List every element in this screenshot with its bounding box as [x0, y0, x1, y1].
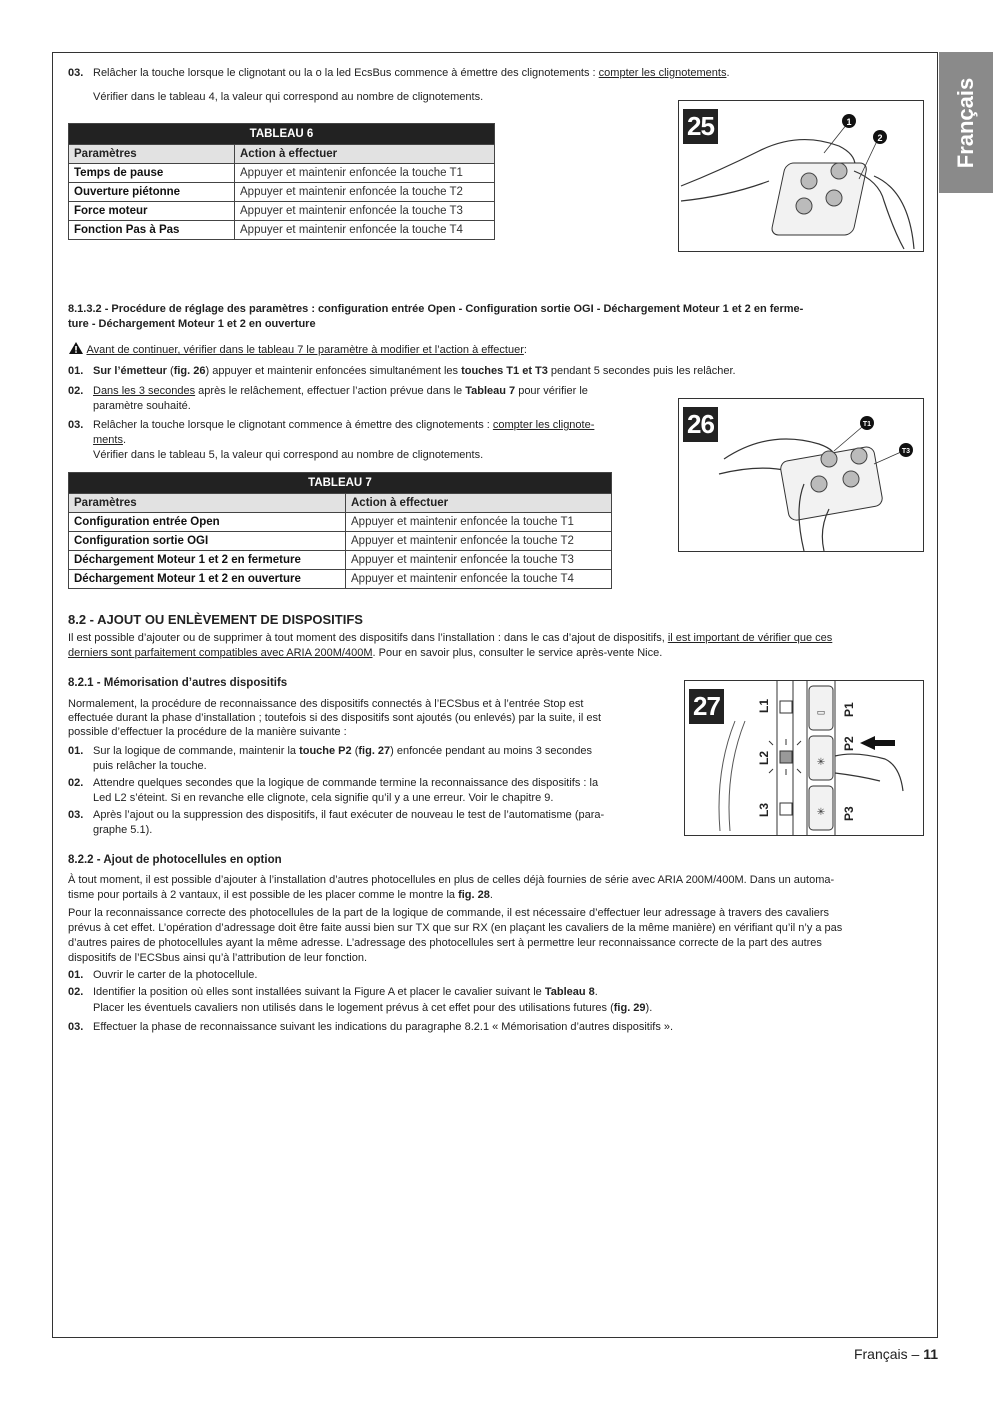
step-text: ). — [645, 1002, 653, 1014]
para-text: . — [489, 889, 493, 901]
table-row — [69, 183, 495, 202]
section-82-p1-l2 — [68, 646, 924, 661]
table-cell: Appuyer et maintenir enfoncée la touche T3 — [346, 551, 612, 570]
page-footer — [854, 1346, 938, 1362]
remote-icon: ▭ — [816, 707, 826, 717]
step-03-line3: Vérifier dans le tableau 5, la valeur qui correspond au nombre de clignotements. — [93, 449, 484, 461]
step-number: 01. — [68, 365, 84, 377]
step-bold: Sur l’émetteur — [93, 365, 167, 377]
step-underlined: compter les clignote- — [492, 419, 595, 431]
step-text: Après l’ajout ou la suppression des dispositifs, il faut exécuter de nouveau le test de l’automatisme (para- — [93, 809, 605, 821]
table-row — [69, 532, 612, 551]
table-ref: Tableau 7 — [465, 385, 516, 397]
label-p1: P1 — [842, 702, 856, 717]
para-text: Il est possible d’ajouter ou de supprimer à tout moment des dispositifs dans l’installation : dans le cas d’ajout de dispositifs, — [68, 632, 668, 644]
step-01-821 — [68, 744, 668, 759]
table-cell: Force moteur — [69, 202, 235, 221]
table-cell: Déchargement Moteur 1 et 2 en fermeture — [69, 551, 346, 570]
step-text: ) enfoncée pendant au moins 3 secondes — [390, 745, 592, 757]
sun-icon-2: ✳ — [816, 807, 826, 818]
page-number: 11 — [923, 1346, 938, 1362]
step-text: Sur la logique de commande, maintenir la — [93, 745, 300, 757]
figure-number: 25 — [683, 109, 718, 144]
table-7 — [68, 472, 612, 589]
footer-text: Français – — [853, 1346, 924, 1362]
step-number: 02. — [68, 986, 84, 998]
step-line: Led L2 s’éteint. Si en revanche elle clignote, cela signifie qu’il y a une erreur. Voir le chapitre 9. — [93, 792, 554, 804]
table-cell: Appuyer et maintenir enfoncée la touche T4 — [235, 221, 495, 240]
control-board-illustration — [685, 681, 923, 835]
section-8132-title-l1: 8.1.3.2 - Procédure de réglage des paramètres : configuration entrée Open - Configuration sortie OGI - Déchargement Moteur 1 et 2 en ferme- — [68, 303, 804, 315]
step-03-top — [68, 66, 924, 81]
figure-25 — [678, 100, 924, 252]
remote-press-illustration — [679, 399, 923, 551]
para-line: Pour la reconnaissance correcte des photocellules de la part de la logique de commande, il est nécessaire d’effectuer leur adressage à travers des cavaliers — [68, 907, 830, 919]
step-02-line2: paramètre souhaité. — [93, 400, 191, 412]
fig-ref: fig. 28 — [458, 889, 490, 901]
step-bold: touche P2 — [299, 745, 352, 757]
table-cell: Déchargement Moteur 1 et 2 en ouverture — [69, 570, 346, 589]
table-title: TABLEAU 6 — [69, 124, 495, 145]
step-text: pendant 5 secondes puis les relâcher. — [547, 365, 736, 377]
step-text-end: . — [122, 434, 127, 446]
step-02 — [68, 384, 668, 399]
step-text: Identifier la position où elles sont installées suivant la Figure A et placer le cavalier suivant le — [93, 986, 545, 998]
step-bold: touches T1 et T3 — [461, 365, 548, 377]
para-underlined: il est important de vérifier que ces — [667, 632, 833, 644]
table-row — [69, 551, 612, 570]
step-03-821 — [68, 808, 668, 823]
step-line: graphe 5.1). — [93, 824, 153, 836]
step-03 — [68, 418, 668, 433]
callout-1: 1 — [846, 117, 852, 127]
para-line: À tout moment, il est possible d’ajouter à l’installation d’autres photocellules en plus de celles déjà fournies de série avec ARIA 200M/400M. Dans un automa- — [68, 874, 835, 886]
step-02-822-line2 — [68, 1001, 949, 1016]
sun-icon: ✳ — [816, 757, 826, 768]
language-tab — [939, 52, 993, 193]
callout-t3: T3 — [901, 448, 911, 455]
step-line: puis relâcher la touche. — [93, 760, 207, 772]
step-text: Relâcher la touche lorsque le clignotant ou la o la led EcsBus commence à émettre des clignotements : — [93, 67, 599, 79]
table-row — [69, 164, 495, 183]
step-number: 03. — [68, 809, 84, 821]
step-03-822 — [68, 1020, 924, 1035]
step-text-end: . — [726, 67, 730, 79]
table-header: Paramètres — [69, 494, 346, 513]
table-cell: Appuyer et maintenir enfoncée la touche T2 — [346, 532, 612, 551]
table-header: Action à effectuer — [235, 145, 495, 164]
step-text: ( — [351, 745, 359, 757]
figure-number: 26 — [683, 407, 718, 442]
para-line: possible d’effectuer la procédure de la manière suivante : — [68, 726, 347, 738]
table-cell: Configuration sortie OGI — [69, 532, 346, 551]
step-text: Effectuer la phase de reconnaissance suivant les indications du paragraphe 8.2.1 « Mémorisation d’autres dispositifs ». — [93, 1021, 674, 1033]
table-cell: Fonction Pas à Pas — [69, 221, 235, 240]
table-cell: Appuyer et maintenir enfoncée la touche T4 — [346, 570, 612, 589]
section-82-p1-l1 — [68, 631, 924, 646]
table-row — [69, 202, 495, 221]
table-ref: Tableau 8 — [544, 986, 595, 998]
label-l1: L1 — [757, 698, 771, 713]
remote-hands-illustration — [679, 101, 923, 251]
step-02-822 — [68, 985, 924, 1000]
table-cell: Temps de pause — [69, 164, 235, 183]
step-02-821 — [68, 776, 668, 791]
step-text: ( — [166, 365, 174, 377]
section-82-title: 8.2 - AJOUT OU ENLÈVEMENT DE DISPOSITIFS — [68, 612, 363, 627]
callout-t1: T1 — [862, 421, 872, 428]
step-text: . — [594, 986, 598, 998]
section-822-title: 8.2.2 - Ajout de photocellules en option — [68, 854, 282, 866]
step-01-822 — [68, 968, 924, 983]
table-cell: Appuyer et maintenir enfoncée la touche T1 — [346, 513, 612, 532]
step-03-line2 — [68, 433, 668, 448]
step-text: pour vérifier le — [515, 385, 588, 397]
table-row — [69, 513, 612, 532]
table-row — [69, 221, 495, 240]
step-text: après le relâchement, effectuer l’action prévue dans le — [195, 385, 466, 397]
section-821-title: 8.2.1 - Mémorisation d’autres dispositifs — [68, 677, 288, 689]
para-line: Normalement, la procédure de reconnaissance des dispositifs connectés à l’ECSbus et à l’entrée Stop est — [68, 698, 584, 710]
step-number: 01. — [68, 745, 84, 757]
label-l3: L3 — [757, 802, 771, 817]
para-line: effectuée durant la phase d’installation ; toutefois si des dispositifs sont ajoutés (ou enlevés) par la suite, il est — [68, 712, 601, 724]
step-text: Placer les éventuels cavaliers non utilisés dans le logement prévus à cet effet pour des utilisations futures ( — [93, 1002, 614, 1014]
figure-26 — [678, 398, 924, 552]
step-number: 02. — [68, 777, 84, 789]
step-number: 01. — [68, 969, 84, 981]
table-6 — [68, 123, 495, 240]
table-title: TABLEAU 7 — [69, 473, 612, 494]
step-text: Ouvrir le carter de la photocellule. — [93, 969, 258, 981]
step-number: 03. — [68, 1021, 84, 1033]
para-text: tisme pour portails à 2 vantaux, il est possible de les placer comme le montre la — [68, 889, 459, 901]
step-text: Relâcher la touche lorsque le clignotant commence à émettre des clignotements : — [93, 419, 493, 431]
figure-27 — [684, 680, 924, 836]
label-l2: L2 — [757, 750, 771, 765]
step-03-top-line2: Vérifier dans le tableau 4, la valeur qui correspond au nombre de clignotements. — [93, 91, 484, 103]
step-number: 02. — [68, 385, 84, 397]
warning-text-end: : — [523, 344, 527, 356]
table-cell: Appuyer et maintenir enfoncée la touche T2 — [235, 183, 495, 202]
para-text: . Pour en savoir plus, consulter le service après-vente Nice. — [372, 647, 663, 659]
para-line: d’autres paires de photocellules ayant la même adresse. L’adressage des photocellules sert à permettre leur reconnaissance correcte de la part des autres — [68, 937, 822, 949]
step-text: ) appuyer et maintenir enfoncées simultanément les — [205, 365, 462, 377]
para-line: prévus à cet effet. L’opération d’adressage doit être faite aussi bien sur TX que sur RX (en plaçant les cavaliers de la même manière) en vérifiant qu’il n’y a pas — [68, 922, 843, 934]
para-line — [68, 888, 924, 903]
table-row — [69, 570, 612, 589]
table-header: Paramètres — [69, 145, 235, 164]
table-cell: Appuyer et maintenir enfoncée la touche T1 — [235, 164, 495, 183]
table-header: Action à effectuer — [346, 494, 612, 513]
warning-text: Avant de continuer, vérifier dans le tableau 7 le paramètre à modifier et l’action à effectuer — [86, 344, 524, 356]
step-underlined: Dans les 3 secondes — [93, 385, 196, 397]
section-8132-title-l2: ture - Déchargement Moteur 1 et 2 en ouverture — [68, 318, 316, 330]
step-underlined: ments — [93, 434, 123, 446]
fig-ref: fig. 26 — [173, 365, 206, 377]
warning-icon — [68, 341, 84, 355]
step-number: 03. — [68, 67, 84, 79]
step-01 — [68, 364, 924, 379]
table-cell: Ouverture piétonne — [69, 183, 235, 202]
fig-ref: fig. 29 — [613, 1002, 646, 1014]
warning-line — [68, 341, 924, 358]
fig-ref: fig. 27 — [358, 745, 391, 757]
label-p3: P3 — [842, 806, 856, 821]
language-tab-label: Français — [953, 77, 978, 168]
table-cell: Configuration entrée Open — [69, 513, 346, 532]
callout-2: 2 — [877, 133, 883, 143]
step-text: Attendre quelques secondes que la logique de commande termine la reconnaissance des dispositifs : la — [93, 777, 599, 789]
para-underlined: derniers sont parfaitement compatibles avec ARIA 200M/400M — [68, 647, 373, 659]
step-underlined: compter les clignotements — [598, 67, 727, 79]
label-p2: P2 — [842, 736, 856, 751]
step-number: 03. — [68, 419, 84, 431]
figure-number: 27 — [689, 689, 724, 724]
para-line: dispositifs de l’ECSbus ainsi qu’à l’attribution de leur fonction. — [68, 952, 367, 964]
table-cell: Appuyer et maintenir enfoncée la touche T3 — [235, 202, 495, 221]
